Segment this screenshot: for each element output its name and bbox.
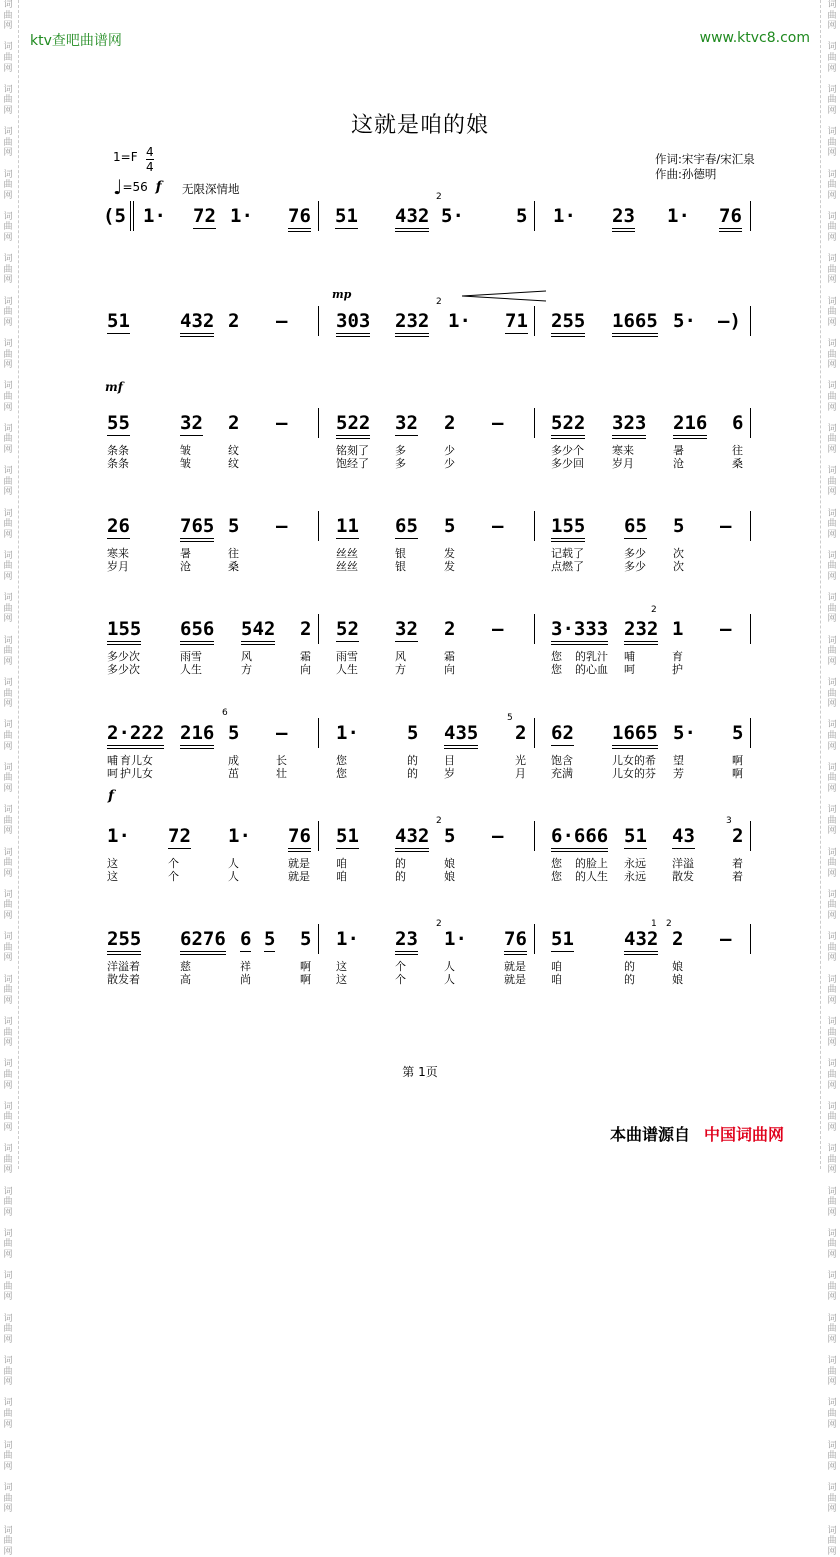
note-group: 32 xyxy=(395,618,418,640)
note-group: 255 xyxy=(107,928,141,955)
lyric-1: 就是 xyxy=(504,960,526,973)
repeat-bar-line xyxy=(133,201,134,231)
composer: 作曲:孙德明 xyxy=(655,167,717,181)
note-group: 1· xyxy=(107,825,130,847)
note-group: 2 xyxy=(228,412,240,434)
lyric-2: 您 xyxy=(551,870,562,883)
bar-line xyxy=(318,306,319,336)
credits xyxy=(655,152,755,182)
note-group: 2 xyxy=(228,310,240,332)
note-group: 5 xyxy=(732,722,744,744)
lyric-2: 人生 xyxy=(336,663,358,676)
lyric-1: 娘 xyxy=(672,960,683,973)
note-group: – xyxy=(720,618,732,640)
note-group: – xyxy=(492,825,504,847)
note-group: 155 xyxy=(551,515,585,542)
bar-line xyxy=(318,718,319,748)
note-group: 32 xyxy=(395,412,418,434)
lyric-1: 条条 xyxy=(107,444,129,457)
lyric-1: 皱 xyxy=(180,444,191,457)
lyric-2: 壮 xyxy=(276,767,287,780)
dynamic-mp: mp xyxy=(332,288,352,301)
note-group: 1665 xyxy=(612,310,658,337)
lyric-1: 雨雪 xyxy=(336,650,358,663)
lyric-1: 啊 xyxy=(300,960,311,973)
lyric-2: 儿女的芬 xyxy=(612,767,656,780)
lyric-1: 哺 xyxy=(624,650,635,663)
dynamic-mf: mf xyxy=(105,380,123,394)
bar-line xyxy=(750,614,751,644)
lyric-1: 咱 xyxy=(336,857,347,870)
note-group: 51 xyxy=(335,205,358,227)
site-link-left[interactable]: ktv查吧曲谱网 xyxy=(30,33,122,49)
note-group: 5· xyxy=(673,722,696,744)
lyric-1: 多 xyxy=(395,444,406,457)
lyric-1: 记载了 xyxy=(551,547,584,560)
note-group: 522 xyxy=(551,412,585,439)
note-group: 76 xyxy=(288,825,311,852)
note-group: 6276 xyxy=(180,928,226,955)
page-number: 第 1页 xyxy=(402,1065,438,1079)
lyric-2: 多 xyxy=(395,457,406,470)
lyric-2: 桑 xyxy=(732,457,743,470)
song-title: 这就是咱的娘 xyxy=(350,113,489,138)
grace-note: 6 xyxy=(222,708,228,718)
lyric-2: 的人生 xyxy=(575,870,608,883)
grace-note: 2 xyxy=(436,816,442,826)
note-group: 1· xyxy=(230,205,253,227)
lyric-1: 洋溢着 xyxy=(107,960,140,973)
note-group: 323 xyxy=(612,412,646,439)
lyric-2: 饱经了 xyxy=(336,457,369,470)
note-group: 2 xyxy=(444,618,456,640)
lyric-2: 岁月 xyxy=(107,560,129,573)
bar-line xyxy=(318,201,319,231)
lyric-1: 风 xyxy=(241,650,252,663)
lyric-2: 的心血 xyxy=(575,663,608,676)
note-group: 51 xyxy=(624,825,647,847)
lyric-1: 铭刻了 xyxy=(336,444,369,457)
note-group: 11 xyxy=(336,515,359,537)
bar-line xyxy=(130,201,131,231)
grace-note: 1 xyxy=(651,919,657,929)
lyric-1: 往 xyxy=(228,547,239,560)
note-group: – xyxy=(720,515,732,537)
note-group: 5 xyxy=(228,722,240,744)
note-group: 65 xyxy=(624,515,647,537)
bar-line xyxy=(750,201,751,231)
bar-line xyxy=(534,201,535,231)
lyric-2: 方 xyxy=(395,663,406,676)
note-group: –) xyxy=(718,310,741,332)
note-group: 2 xyxy=(672,928,684,950)
note-group: 55 xyxy=(107,412,130,434)
lyric-2: 啊 xyxy=(300,973,311,986)
note-group: 303 xyxy=(336,310,370,337)
lyric-2: 个 xyxy=(168,870,179,883)
note-group: 2 xyxy=(515,722,527,744)
lyric-2: 丝丝 xyxy=(336,560,358,573)
note-group: – xyxy=(276,412,288,434)
lyric-2: 咱 xyxy=(551,973,562,986)
lyric-1: 少 xyxy=(444,444,455,457)
lyric-2: 护儿女 xyxy=(120,767,153,780)
note-group: 26 xyxy=(107,515,130,537)
lyric-1: 的脸上 xyxy=(575,857,608,870)
time-signature xyxy=(146,145,154,174)
lyric-1: 咱 xyxy=(551,960,562,973)
lyric-1: 啊 xyxy=(732,754,743,767)
bar-line xyxy=(750,306,751,336)
lyric-1: 暑 xyxy=(180,547,191,560)
bar-line xyxy=(750,821,751,851)
lyric-2: 散发着 xyxy=(107,973,140,986)
note-group: 432 xyxy=(395,205,429,232)
lyric-1: 哺 xyxy=(107,754,118,767)
lyric-1: 您 xyxy=(551,857,562,870)
lyric-1: 洋溢 xyxy=(672,857,694,870)
note-group: 51 xyxy=(551,928,574,950)
lyric-1: 霜 xyxy=(300,650,311,663)
lyric-1: 雨雪 xyxy=(180,650,202,663)
lyric-2: 散发 xyxy=(672,870,694,883)
lyric-1: 人 xyxy=(444,960,455,973)
lyric-1: 风 xyxy=(395,650,406,663)
lyric-2: 点燃了 xyxy=(551,560,584,573)
lyric-2: 次 xyxy=(673,560,684,573)
lyric-1: 育儿女 xyxy=(120,754,153,767)
lyric-2: 永远 xyxy=(624,870,646,883)
note-group: 765 xyxy=(180,515,214,542)
bar-line xyxy=(534,614,535,644)
note-group: 5 xyxy=(444,825,456,847)
note-group: 542 xyxy=(241,618,275,645)
note-group: 6 xyxy=(240,928,252,950)
lyric-2: 条条 xyxy=(107,457,129,470)
note-group: 5 xyxy=(444,515,456,537)
bar-line xyxy=(750,718,751,748)
note-group: 23 xyxy=(612,205,635,232)
note-group: 216 xyxy=(673,412,707,439)
note-group: – xyxy=(276,310,288,332)
note-group: – xyxy=(492,515,504,537)
tempo-marking xyxy=(113,175,162,199)
note-group: 76 xyxy=(719,205,742,232)
lyric-2: 这 xyxy=(107,870,118,883)
right-border-line xyxy=(820,0,821,1169)
lyric-1: 儿女的希 xyxy=(612,754,656,767)
left-border-line xyxy=(18,0,19,1169)
note-group: 76 xyxy=(504,928,527,955)
note-group: 32 xyxy=(180,412,203,434)
lyric-2: 您 xyxy=(336,767,347,780)
lyric-2: 茁 xyxy=(228,767,239,780)
bar-line xyxy=(318,408,319,438)
lyric-2: 呵 xyxy=(624,663,635,676)
source-credit xyxy=(610,1122,784,1145)
lyric-1: 望 xyxy=(673,754,684,767)
lyric-2: 啊 xyxy=(732,767,743,780)
note-group: 216 xyxy=(180,722,214,749)
lyric-1: 的 xyxy=(624,960,635,973)
lyric-1: 个 xyxy=(168,857,179,870)
lyric-1: 永远 xyxy=(624,857,646,870)
bar-line xyxy=(750,511,751,541)
dynamic-start: f xyxy=(155,179,162,195)
lyric-1: 银 xyxy=(395,547,406,560)
lyric-1: 就是 xyxy=(288,857,310,870)
note-group: (5 xyxy=(103,205,126,227)
lyric-2: 充满 xyxy=(551,767,573,780)
note-group: 232 xyxy=(624,618,658,645)
lyric-2: 呵 xyxy=(107,767,118,780)
lyric-2: 多少回 xyxy=(551,457,584,470)
lyric-2: 着 xyxy=(732,870,743,883)
lyric-1: 往 xyxy=(732,444,743,457)
note-group: 2·222 xyxy=(107,722,164,749)
lyric-2: 沧 xyxy=(673,457,684,470)
bar-line xyxy=(318,614,319,644)
lyric-1: 寒来 xyxy=(612,444,634,457)
grace-note: 2 xyxy=(651,605,657,615)
lyric-1: 光 xyxy=(515,754,526,767)
lyric-2: 桑 xyxy=(228,560,239,573)
lyric-1: 多少个 xyxy=(551,444,584,457)
note-group: 1· xyxy=(667,205,690,227)
lyric-2: 护 xyxy=(672,663,683,676)
lyricist: 作词:宋宇春/宋汇泉 xyxy=(655,152,755,166)
note-group: 1· xyxy=(228,825,251,847)
lyric-2: 尚 xyxy=(240,973,251,986)
note-group: 656 xyxy=(180,618,214,645)
note-group: 5 xyxy=(264,928,276,950)
note-group: 1· xyxy=(553,205,576,227)
note-group: 76 xyxy=(288,205,311,232)
lyric-2: 的 xyxy=(395,870,406,883)
note-group: 432 xyxy=(624,928,658,955)
grace-note: 2 xyxy=(436,297,442,307)
time-top: 4 xyxy=(146,145,154,159)
note-group: 71 xyxy=(505,310,528,332)
tempo-value: =56 xyxy=(122,180,148,194)
bar-line xyxy=(534,408,535,438)
note-group: 1 xyxy=(672,618,684,640)
lyric-1: 寒来 xyxy=(107,547,129,560)
note-group: 65 xyxy=(395,515,418,537)
lyric-1: 个 xyxy=(395,960,406,973)
grace-note: 2 xyxy=(666,919,672,929)
lyric-2: 向 xyxy=(300,663,311,676)
expression-marking: 无限深情地 xyxy=(182,182,240,196)
note-group: 72 xyxy=(193,205,216,227)
note-group: 1· xyxy=(444,928,467,950)
lyric-2: 人 xyxy=(228,870,239,883)
note-group: 3·333 xyxy=(551,618,608,645)
lyric-2: 个 xyxy=(395,973,406,986)
lyric-1: 纹 xyxy=(228,444,239,457)
note-group: – xyxy=(276,722,288,744)
lyric-2: 娘 xyxy=(444,870,455,883)
bar-line xyxy=(534,306,535,336)
grace-note: 3 xyxy=(726,816,732,826)
lyric-2: 人 xyxy=(444,973,455,986)
lyric-2: 芳 xyxy=(673,767,684,780)
note-group: 522 xyxy=(336,412,370,439)
note-group: – xyxy=(492,618,504,640)
note-group: – xyxy=(720,928,732,950)
note-group: 6 xyxy=(732,412,744,434)
note-group: 5· xyxy=(673,310,696,332)
note-group: 1665 xyxy=(612,722,658,749)
lyric-1: 的 xyxy=(395,857,406,870)
bar-line xyxy=(318,821,319,851)
bar-line xyxy=(318,924,319,954)
lyric-1: 人 xyxy=(228,857,239,870)
lyric-1: 这 xyxy=(336,960,347,973)
note-group: 2 xyxy=(732,825,744,847)
note-group: 255 xyxy=(551,310,585,337)
lyric-2: 岁月 xyxy=(612,457,634,470)
lyric-2: 少 xyxy=(444,457,455,470)
note-group: 5 xyxy=(228,515,240,537)
lyric-1: 的 xyxy=(407,754,418,767)
lyric-2: 娘 xyxy=(672,973,683,986)
lyric-2: 就是 xyxy=(504,973,526,986)
side-watermark-left: 词 曲 网 词 曲 网 词 曲 网 词 曲 网 词 曲 网 词 曲 网 词 曲 网 词 曲 网 词 曲 网 词 曲 网 词 曲 网 词 曲 网 词 曲 网 词 曲 网 词 曲 网 词 曲 网 词 曲 网 词 曲 网 词 曲 网 词 曲 网 词 曲 网 词 曲 网 词 曲 网 词 曲 网 词 曲 网 词 曲 网 词 曲 网 词 曲 网 词 曲 网 词 曲 网 词 曲 网 词 曲 网 词 曲 网 词 曲 网 词 曲 网 词 曲 网 词 曲 网 xyxy=(3,0,13,1557)
grace-note: 2 xyxy=(436,919,442,929)
site-link-right[interactable]: www.ktvc8.com xyxy=(699,30,810,46)
bar-line xyxy=(534,821,535,851)
grace-note: 2 xyxy=(436,192,442,202)
note-group: 2 xyxy=(444,412,456,434)
lyric-1: 多少 xyxy=(624,547,646,560)
lyric-1: 的乳汁 xyxy=(575,650,608,663)
lyric-1: 多少次 xyxy=(107,650,140,663)
lyric-1: 成 xyxy=(228,754,239,767)
note-group: 5 xyxy=(300,928,312,950)
bar-line xyxy=(750,408,751,438)
key-signature: 1=F xyxy=(113,150,138,164)
bar-line xyxy=(534,511,535,541)
note-group: 72 xyxy=(168,825,191,847)
lyric-2: 多少 xyxy=(624,560,646,573)
lyric-1: 饱含 xyxy=(551,754,573,767)
note-group: 1· xyxy=(336,928,359,950)
lyric-1: 次 xyxy=(673,547,684,560)
note-group: 5· xyxy=(441,205,464,227)
note-group: 1· xyxy=(336,722,359,744)
lyric-2: 月 xyxy=(515,767,526,780)
note-group: – xyxy=(492,412,504,434)
lyric-1: 祥 xyxy=(240,960,251,973)
side-watermark-right: 词 曲 网 词 曲 网 词 曲 网 词 曲 网 词 曲 网 词 曲 网 词 曲 网 词 曲 网 词 曲 网 词 曲 网 词 曲 网 词 曲 网 词 曲 网 词 曲 网 词 曲 网 词 曲 网 词 曲 网 词 曲 网 词 曲 网 词 曲 网 词 曲 网 词 曲 网 词 曲 网 词 曲 网 词 曲 网 词 曲 网 词 曲 网 词 曲 网 词 曲 网 词 曲 网 词 曲 网 词 曲 网 词 曲 网 词 曲 网 词 曲 网 词 曲 网 词 曲 网 xyxy=(827,0,837,1557)
lyric-1: 这 xyxy=(107,857,118,870)
note-group: 5 xyxy=(407,722,419,744)
lyric-1: 霜 xyxy=(444,650,455,663)
bar-line xyxy=(534,924,535,954)
note-group: 2 xyxy=(300,618,312,640)
note-group: 6·666 xyxy=(551,825,608,852)
lyric-1: 暑 xyxy=(673,444,684,457)
lyric-1: 您 xyxy=(336,754,347,767)
bar-line xyxy=(318,511,319,541)
lyric-2: 银 xyxy=(395,560,406,573)
time-bottom: 4 xyxy=(146,160,154,174)
crescendo-hairpin xyxy=(460,290,550,302)
note-group: 155 xyxy=(107,618,141,645)
note-group: 432 xyxy=(395,825,429,852)
lyric-1: 娘 xyxy=(444,857,455,870)
lyric-1: 丝丝 xyxy=(336,547,358,560)
lyric-1: 着 xyxy=(732,857,743,870)
lyric-2: 发 xyxy=(444,560,455,573)
bar-line xyxy=(534,718,535,748)
lyric-2: 向 xyxy=(444,663,455,676)
dynamic-f: f xyxy=(108,788,115,804)
note-group: 432 xyxy=(180,310,214,337)
lyric-1: 慈 xyxy=(180,960,191,973)
quarter-note-icon: ♩ xyxy=(113,175,123,199)
lyric-2: 岁 xyxy=(444,767,455,780)
lyric-2: 咱 xyxy=(336,870,347,883)
grace-note: 5 xyxy=(507,713,513,723)
source-name[interactable]: 中国词曲网 xyxy=(704,1125,785,1144)
lyric-2: 方 xyxy=(241,663,252,676)
lyric-2: 您 xyxy=(551,663,562,676)
source-label: 本曲谱源自 xyxy=(610,1125,691,1144)
lyric-1: 您 xyxy=(551,650,562,663)
lyric-2: 高 xyxy=(180,973,191,986)
lyric-2: 这 xyxy=(336,973,347,986)
note-group: 43 xyxy=(672,825,695,847)
lyric-1: 长 xyxy=(276,754,287,767)
lyric-2: 皱 xyxy=(180,457,191,470)
lyric-2: 的 xyxy=(624,973,635,986)
note-group: 52 xyxy=(336,618,359,640)
bar-line xyxy=(750,924,751,954)
note-group: 5 xyxy=(516,205,528,227)
lyric-1: 目 xyxy=(444,754,455,767)
note-group: – xyxy=(276,515,288,537)
note-group: 435 xyxy=(444,722,478,749)
lyric-1: 发 xyxy=(444,547,455,560)
note-group: 1· xyxy=(143,205,166,227)
note-group: 51 xyxy=(107,310,130,332)
note-group: 51 xyxy=(336,825,359,847)
note-group: 5 xyxy=(673,515,685,537)
lyric-2: 沧 xyxy=(180,560,191,573)
note-group: 23 xyxy=(395,928,418,955)
note-group: 232 xyxy=(395,310,429,337)
lyric-2: 就是 xyxy=(288,870,310,883)
lyric-2: 的 xyxy=(407,767,418,780)
lyric-2: 纹 xyxy=(228,457,239,470)
note-group: 62 xyxy=(551,722,574,744)
lyric-2: 人生 xyxy=(180,663,202,676)
lyric-2: 多少次 xyxy=(107,663,140,676)
note-group: 1· xyxy=(448,310,471,332)
lyric-1: 育 xyxy=(672,650,683,663)
